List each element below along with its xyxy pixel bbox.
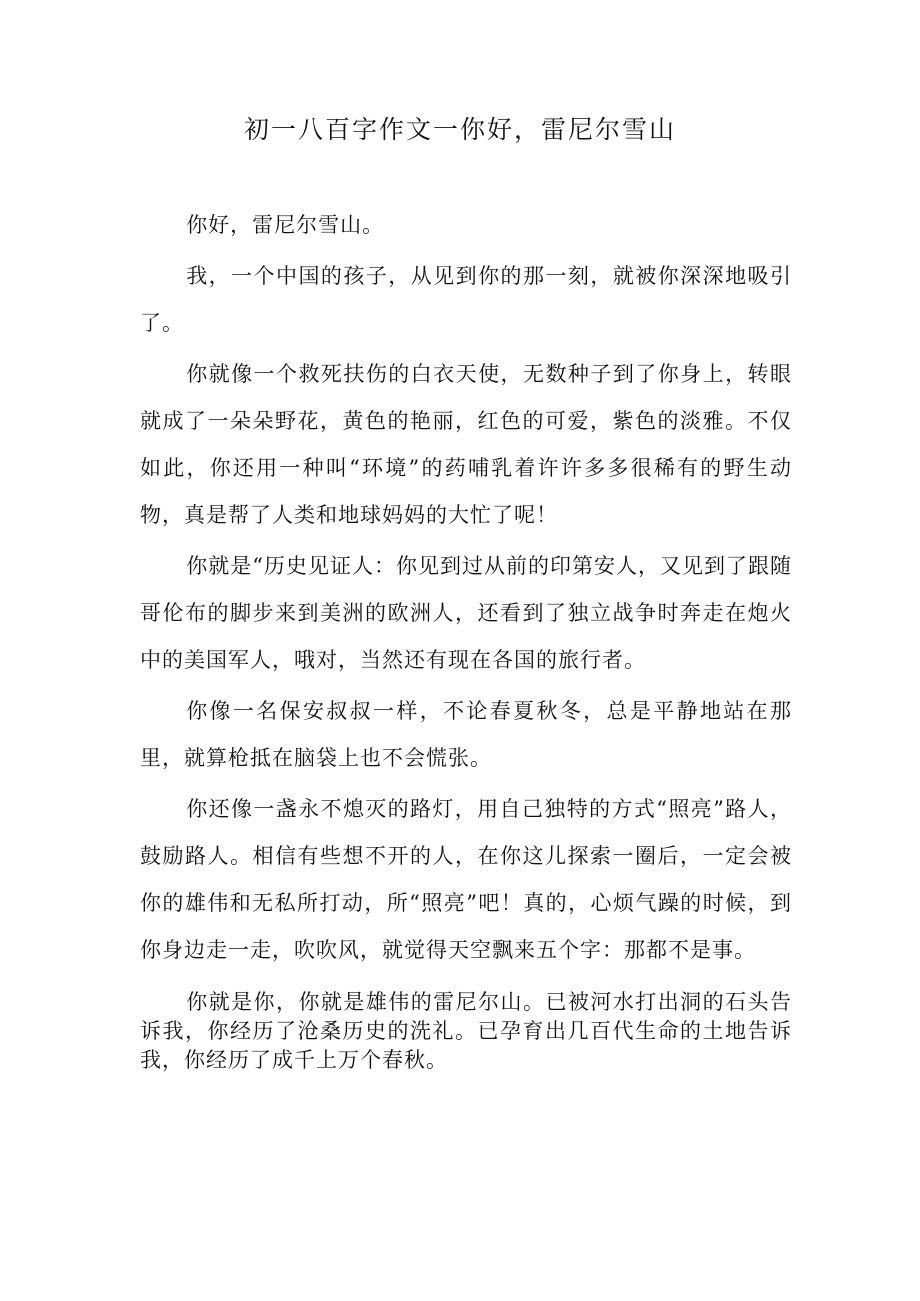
document-title: 初一八百字作文一你好，雷尼尔雪山 bbox=[243, 115, 676, 144]
paragraph-greeting: 你好，雷尼尔雪山。 bbox=[186, 213, 385, 237]
paragraph-attraction: 我，一个中国的孩子，从见到你的那一刻，就被你深深地吸引了。 bbox=[140, 264, 792, 335]
document-body bbox=[140, 202, 792, 1079]
paragraph-guard: 你像一名保安叔叔一样，不论春夏秋冬，总是平静地站在那里，就算枪抵在脑袋上也不会慌张。 bbox=[140, 699, 792, 770]
paragraph-conclusion: 你就是你，你就是雄伟的雷尼尔山。已被河水打出洞的石头告诉我，你经历了沧桑历史的洗礼。已孕育出几百代生命的土地告诉我，你经历了成千上万个春秋。 bbox=[140, 990, 792, 1072]
paragraph-angel: 你就像一个救死扶伤的白衣天使，无数种子到了你身上，转眼就成了一朵朵野花，黄色的艳丽，红色的可爱，紫色的淡雅。不仅如此，你还用一种叫“环境”的药哺乳着许许多多很稀有的野生动物，真是帮了人类和地球妈妈的大忙了呢！ bbox=[140, 362, 792, 527]
paragraph-streetlight: 你还像一盏永不熄灭的路灯，用自己独特的方式“照亮”路人，鼓励路人。相信有些想不开的人，在你这儿探索一圈后，一定会被你的雄伟和无私所打动，所“照亮”吧！真的，心烦气躁的时候，到你身边走一走，吹吹风，就觉得天空飘来五个字：那都不是事。 bbox=[140, 797, 792, 962]
paragraph-history-witness: 你就是“历史见证人：你见到过从前的印第安人，又见到了跟随哥伦布的脚步来到美洲的欧洲人，还看到了独立战争时奔走在炮火中的美国军人，哦对，当然还有现在各国的旅行者。 bbox=[140, 554, 792, 672]
